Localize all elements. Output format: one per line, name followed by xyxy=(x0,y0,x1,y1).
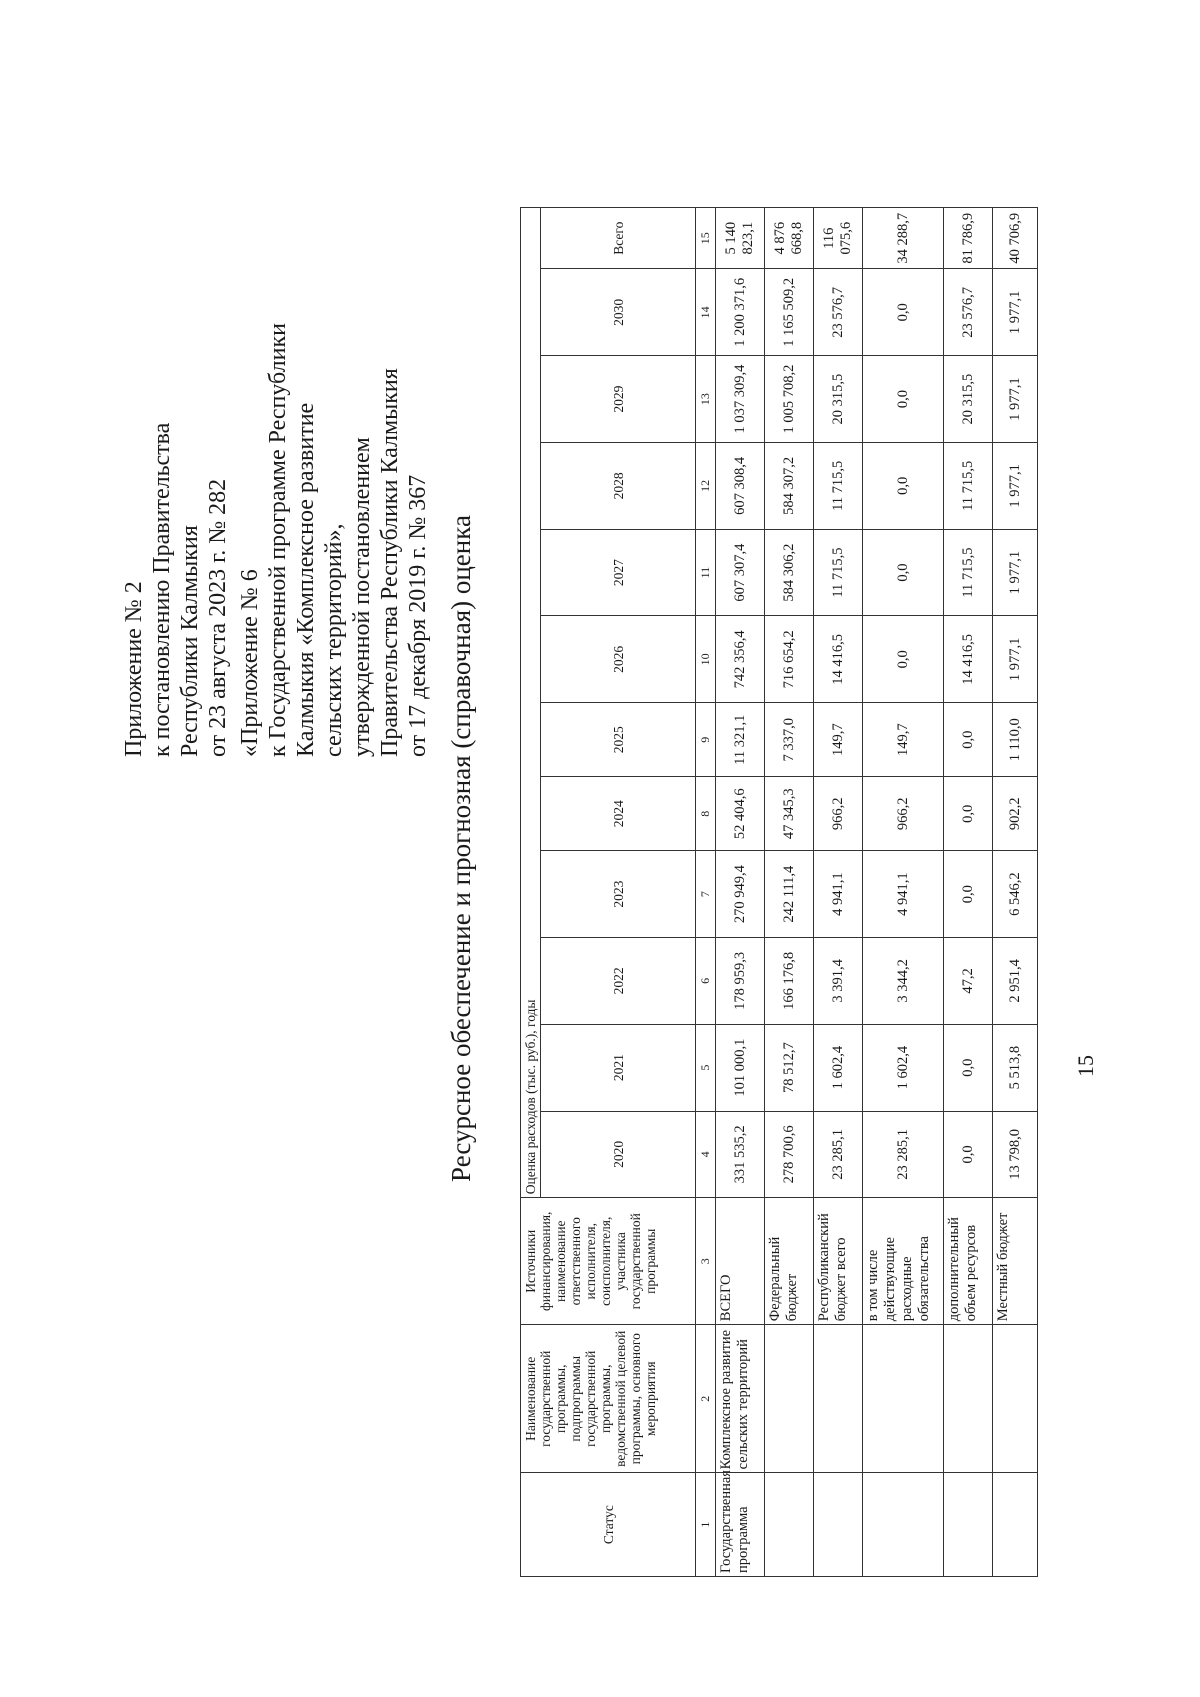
header-funding-source: Источники финансирования, наименование ответственного исполнителя, соисполнителя, участника государственной программы xyxy=(521,1198,696,1325)
header-year: 2021 xyxy=(541,1024,696,1111)
page-number: 15 xyxy=(1073,1055,1098,1077)
program-name-cell xyxy=(944,1325,993,1473)
value-cell: 3 344,2 xyxy=(863,938,944,1025)
column-index: 15 xyxy=(696,208,716,269)
program-name-cell xyxy=(814,1325,863,1473)
document-title: Ресурсное обеспечение и прогнозная (справочная) оценка xyxy=(446,515,476,1182)
status-cell xyxy=(993,1473,1038,1577)
value-cell: 1 005 708,2 xyxy=(765,356,814,443)
value-cell: 0,0 xyxy=(944,777,993,851)
value-cell: 0,0 xyxy=(944,1111,993,1198)
value-cell: 14 416,5 xyxy=(944,616,993,703)
value-cell: 11 715,5 xyxy=(944,442,993,529)
value-cell: 1 110,0 xyxy=(993,703,1038,777)
column-index: 7 xyxy=(696,851,716,938)
column-index: 6 xyxy=(696,938,716,1025)
total-cell: 81 786,9 xyxy=(944,208,993,269)
program-header-line: к Государственной программе Республики xyxy=(265,323,291,757)
total-cell: 5 140 823,1 xyxy=(716,208,765,269)
column-index: 3 xyxy=(696,1198,716,1325)
value-cell: 1 977,1 xyxy=(993,356,1038,443)
header-year: 2026 xyxy=(541,616,696,703)
value-cell: 0,0 xyxy=(944,703,993,777)
value-cell: 0,0 xyxy=(863,529,944,616)
value-cell: 23 285,1 xyxy=(814,1111,863,1198)
value-cell: 47,2 xyxy=(944,938,993,1025)
value-cell: 716 654,2 xyxy=(765,616,814,703)
column-index: 10 xyxy=(696,616,716,703)
status-cell xyxy=(863,1473,944,1577)
value-cell: 2 951,4 xyxy=(993,938,1038,1025)
header-year: 2030 xyxy=(541,269,696,356)
value-cell: 742 356,4 xyxy=(716,616,765,703)
program-header-line: Правительства Республики Калмыкия xyxy=(377,368,403,757)
table-row xyxy=(716,208,765,1577)
value-cell: 20 315,5 xyxy=(814,356,863,443)
value-cell: 11 715,5 xyxy=(814,442,863,529)
value-cell: 0,0 xyxy=(944,1024,993,1111)
value-cell: 4 941,1 xyxy=(814,851,863,938)
status-cell xyxy=(814,1473,863,1577)
value-cell: 11 321,1 xyxy=(716,703,765,777)
program-name-cell xyxy=(765,1325,814,1473)
total-cell: 4 876 668,8 xyxy=(765,208,814,269)
value-cell: 3 391,4 xyxy=(814,938,863,1025)
value-cell: 966,2 xyxy=(863,777,944,851)
value-cell: 0,0 xyxy=(863,442,944,529)
value-cell: 1 977,1 xyxy=(993,529,1038,616)
table-row xyxy=(765,208,814,1577)
value-cell: 149,7 xyxy=(814,703,863,777)
program-header-line: от 17 декабря 2019 г. № 367 xyxy=(405,474,431,757)
value-cell: 14 416,5 xyxy=(814,616,863,703)
header-total: Всего xyxy=(541,208,696,269)
table-row xyxy=(993,208,1038,1577)
column-index: 9 xyxy=(696,703,716,777)
header-estimate: Оценка расходов (тыс. руб.), годы xyxy=(521,208,541,1198)
value-cell: 52 404,6 xyxy=(716,777,765,851)
column-index: 14 xyxy=(696,269,716,356)
program-header-line: Калмыкия «Комплексное развитие xyxy=(293,402,319,757)
source-cell: дополнительный объем ресурсов xyxy=(944,1198,993,1325)
status-cell xyxy=(944,1473,993,1577)
header-program-name: Наименование государственной программы, подпрограммы государственной программы, ведомственной целевой программы, основного мероприятия xyxy=(521,1325,696,1473)
table-row xyxy=(944,208,993,1577)
appendix-header-line: Приложение № 2 xyxy=(121,581,147,757)
column-index: 13 xyxy=(696,356,716,443)
program-header-line: сельских территорий», xyxy=(321,523,347,757)
header-year: 2020 xyxy=(541,1111,696,1198)
value-cell: 20 315,5 xyxy=(944,356,993,443)
header-year: 2028 xyxy=(541,442,696,529)
header-year: 2023 xyxy=(541,851,696,938)
value-cell: 13 798,0 xyxy=(993,1111,1038,1198)
value-cell: 178 959,3 xyxy=(716,938,765,1025)
total-cell: 34 288,7 xyxy=(863,208,944,269)
value-cell: 6 546,2 xyxy=(993,851,1038,938)
header-year: 2025 xyxy=(541,703,696,777)
value-cell: 584 306,2 xyxy=(765,529,814,616)
value-cell: 607 307,4 xyxy=(716,529,765,616)
value-cell: 331 535,2 xyxy=(716,1111,765,1198)
status-cell: Государственная программа xyxy=(716,1473,765,1577)
table-row xyxy=(863,208,944,1577)
total-cell: 40 706,9 xyxy=(993,208,1038,269)
column-index: 1 xyxy=(696,1473,716,1577)
value-cell: 1 165 509,2 xyxy=(765,269,814,356)
appendix-header xyxy=(120,423,232,757)
value-cell: 0,0 xyxy=(863,356,944,443)
value-cell: 1 977,1 xyxy=(993,442,1038,529)
appendix-header-line: от 23 августа 2023 г. № 282 xyxy=(205,478,231,757)
source-cell: Республиканский бюджет всего xyxy=(814,1198,863,1325)
status-cell xyxy=(765,1473,814,1577)
value-cell: 1 037 309,4 xyxy=(716,356,765,443)
column-index: 11 xyxy=(696,529,716,616)
value-cell: 270 949,4 xyxy=(716,851,765,938)
value-cell: 0,0 xyxy=(863,616,944,703)
value-cell: 966,2 xyxy=(814,777,863,851)
value-cell: 1 977,1 xyxy=(993,616,1038,703)
program-name-cell xyxy=(863,1325,944,1473)
value-cell: 1 602,4 xyxy=(814,1024,863,1111)
value-cell: 1 602,4 xyxy=(863,1024,944,1111)
appendix-header-line: к постановлению Правительства xyxy=(149,422,175,757)
header-status: Статус xyxy=(521,1473,696,1577)
value-cell: 166 176,8 xyxy=(765,938,814,1025)
value-cell: 78 512,7 xyxy=(765,1024,814,1111)
resource-table xyxy=(520,207,1038,1577)
column-index-row xyxy=(696,208,716,1577)
header-year: 2027 xyxy=(541,529,696,616)
value-cell: 47 345,3 xyxy=(765,777,814,851)
column-index: 12 xyxy=(696,442,716,529)
source-cell: Федеральный бюджет xyxy=(765,1198,814,1325)
program-header-line: «Приложение № 6 xyxy=(237,569,263,757)
column-index: 4 xyxy=(696,1111,716,1198)
value-cell: 1 200 371,6 xyxy=(716,269,765,356)
program-name-cell xyxy=(993,1325,1038,1473)
value-cell: 0,0 xyxy=(863,269,944,356)
value-cell: 23 576,7 xyxy=(944,269,993,356)
value-cell: 4 941,1 xyxy=(863,851,944,938)
header-year: 2029 xyxy=(541,356,696,443)
total-cell: 116 075,6 xyxy=(814,208,863,269)
value-cell: 101 000,1 xyxy=(716,1024,765,1111)
value-cell: 11 715,5 xyxy=(814,529,863,616)
header-year: 2024 xyxy=(541,777,696,851)
value-cell: 278 700,6 xyxy=(765,1111,814,1198)
source-cell: ВСЕГО xyxy=(716,1198,765,1325)
header-year: 2022 xyxy=(541,938,696,1025)
value-cell: 242 111,4 xyxy=(765,851,814,938)
column-index: 2 xyxy=(696,1325,716,1473)
value-cell: 149,7 xyxy=(863,703,944,777)
value-cell: 1 977,1 xyxy=(993,269,1038,356)
value-cell: 23 576,7 xyxy=(814,269,863,356)
value-cell: 23 285,1 xyxy=(863,1111,944,1198)
table-row xyxy=(814,208,863,1577)
program-appendix-header xyxy=(236,323,432,757)
program-name-cell: Комплексное развитие сельских территорий xyxy=(716,1325,765,1473)
value-cell: 607 308,4 xyxy=(716,442,765,529)
column-index: 8 xyxy=(696,777,716,851)
value-cell: 7 337,0 xyxy=(765,703,814,777)
value-cell: 584 307,2 xyxy=(765,442,814,529)
source-cell: в том числе действующие расходные обязательства xyxy=(863,1198,944,1325)
value-cell: 902,2 xyxy=(993,777,1038,851)
program-header-line: утвержденной постановлением xyxy=(349,437,375,757)
source-cell: Местный бюджет xyxy=(993,1198,1038,1325)
column-index: 5 xyxy=(696,1024,716,1111)
value-cell: 11 715,5 xyxy=(944,529,993,616)
resource-table-wrapper xyxy=(520,207,1038,1577)
value-cell: 5 513,8 xyxy=(993,1024,1038,1111)
table-header-row xyxy=(521,208,541,1577)
appendix-header-line: Республики Калмыкия xyxy=(177,525,203,757)
value-cell: 0,0 xyxy=(944,851,993,938)
